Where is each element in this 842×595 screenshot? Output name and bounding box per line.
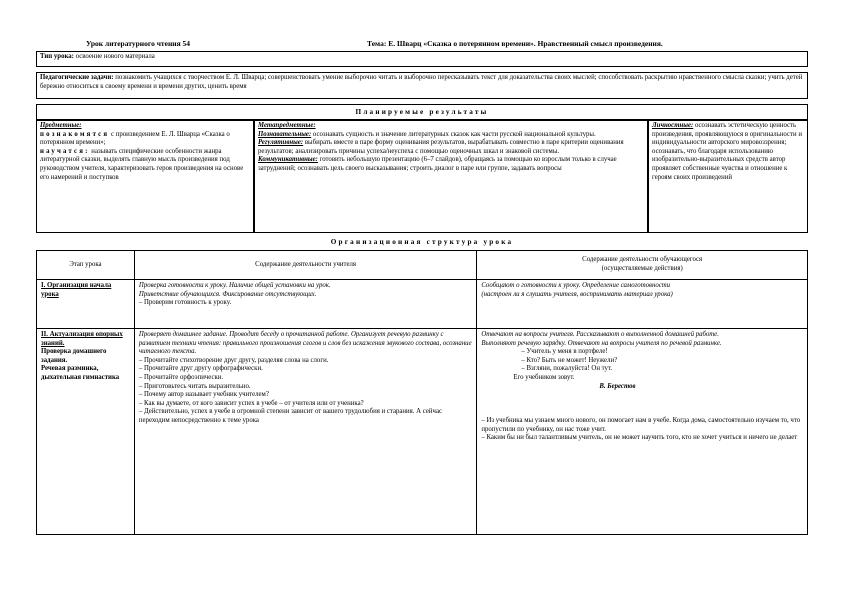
lesson-topic: Тема: Е. Шварц «Сказка о потерянном времени». Нравственный смысл произведения. bbox=[367, 39, 663, 48]
row2-teacher bbox=[134, 329, 476, 535]
table-row bbox=[37, 329, 808, 535]
row1-teacher bbox=[134, 280, 476, 329]
row2-student-4: – Каким бы ни был талантливым учитель, он не может научить того, кто не хочет учиться и ничего не делает bbox=[481, 434, 798, 442]
spacer bbox=[481, 391, 803, 417]
poem-line-4: Его учебником зовут. bbox=[513, 373, 575, 381]
subject-skill-label: научатся: bbox=[40, 147, 90, 155]
row2-student-2: Выполняют речевую зарядку. Отвечают на вопросы учителя по речевой разминке. bbox=[481, 339, 722, 347]
ped-goals-label: Педагогические задачи: bbox=[40, 74, 114, 81]
col-student-header bbox=[477, 251, 808, 280]
col-student-header-line2: (осуществляемые действия) bbox=[601, 265, 683, 272]
meta-results bbox=[254, 120, 648, 233]
row2-teacher-5: – Приготовьтесь читать выразительно. bbox=[138, 382, 251, 390]
table-row bbox=[37, 280, 808, 329]
row2-teacher-8: – Действительно, успех в учебе в огромной степени зависит от вашего трудолюбия и старания. А сейчас переходим непосредственно к теме урока bbox=[138, 408, 442, 424]
personal-title: Личностные: bbox=[652, 122, 694, 129]
row2-student bbox=[477, 329, 808, 535]
row2-teacher-6: – Почему автор называет учебник учителем? bbox=[138, 391, 269, 399]
row1-stage-title: I. Организация начала урока bbox=[41, 282, 112, 298]
lesson-type-label: Тип урока: bbox=[40, 53, 74, 60]
col-student-header-line1: Содержание деятельности обучающегося bbox=[582, 256, 703, 264]
meta-com-text: готовить небольшую презентацию (6–7 слайдов), обращаясь за помощью ко взрослым только в случае затруднений; осознавать цель своего высказывания; строить диалог в паре или группе, задавать вопросы bbox=[258, 156, 617, 172]
poem-line-1: – Учитель у меня в портфеле! bbox=[521, 348, 608, 356]
meta-cog-text: осознавать сущность и значение литературных сказок как части русской национальной культуры. bbox=[311, 130, 596, 138]
row2-stage bbox=[37, 329, 135, 535]
personal-text: осознавать эстетическую ценность произведения, проявляющуюся в оригинальности и индивидуальности авторского мировоззрения; осознавать, что благодаря использованию изобразительно-выразительных средств автор проявляет собственные чувства и отношение к героям своих произведений bbox=[652, 122, 802, 181]
row2-stage-title: II. Актуализация опорных знаний. bbox=[41, 331, 123, 347]
subject-learn-label: познакомятся bbox=[40, 130, 110, 138]
meta-cog-label: Познавательные: bbox=[258, 130, 312, 138]
row1-stage bbox=[37, 280, 135, 329]
planned-results-title: Планируемые результаты bbox=[36, 104, 808, 120]
meta-reg-text: выбирать вместе в паре форму оценивания результатов, вырабатывать совместно в паре критерии оценивания результатов; анализировать причины успеха/неуспеха с помощью оценочных шкал и знаковой системы. bbox=[258, 139, 624, 155]
poem-line-3: – Взгляни, пожалуйста! Он тут. bbox=[521, 365, 613, 373]
lesson-number: Урок литературного чтения 54 bbox=[86, 39, 191, 48]
lesson-structure-table bbox=[36, 250, 808, 535]
poem-line-2: – Кто? Быть не может! Неужели? bbox=[521, 356, 618, 364]
row2-stage-2: Речевая разминка, дыхательная гимнастика bbox=[41, 365, 120, 381]
row2-teacher-7: – Как вы думаете, от кого зависит успех в учебе – от учителя или от ученика? bbox=[138, 399, 364, 407]
row2-teacher-3: – Прочитайте друг другу орфографически. bbox=[138, 365, 263, 373]
meta-title: Метапредметные: bbox=[258, 122, 316, 129]
meta-com-label: Коммуникативные: bbox=[258, 156, 318, 164]
personal-results bbox=[648, 120, 808, 233]
row1-teacher-3: – Проверим готовность к уроку. bbox=[138, 299, 232, 307]
row1-student bbox=[477, 280, 808, 329]
row1-student-1: Сообщают о готовности к уроку. Определение самоготовности bbox=[481, 282, 671, 289]
subject-title: Предметные: bbox=[40, 122, 82, 129]
row2-stage-1: Проверка домашнего задания. bbox=[41, 348, 107, 364]
row2-teacher-1: Проверяет домашнее задание. Проводит беседу о прочитанной работе. Организует речевую разминку с развитием техники чтения: правильного произношения слогов и слов без искажения звукового состава, осознание читаемого текста. bbox=[138, 331, 472, 356]
row2-teacher-2: – Прочитайте стихотворение друг другу, разделяя слова на слоги. bbox=[138, 356, 329, 364]
row1-teacher-1: Проверка готовности к уроку. Наличие общей установки на урок. bbox=[138, 282, 331, 289]
row1-student-2: (настроен ли я слушать учителя, воспринимать материал урока) bbox=[481, 290, 673, 298]
meta-reg-label: Регулятивные: bbox=[258, 139, 304, 147]
subject-skill-text: называть специфические особенности жанра литературной сказки, выделять главную мысль произведения под руководством учителя, характеризовать героя произведения на основе его намерений и поступков bbox=[40, 147, 244, 181]
pedagogical-goals-box bbox=[36, 72, 808, 99]
subject-results bbox=[36, 120, 254, 233]
table-header-row bbox=[37, 251, 808, 280]
row2-student-1: Отвечают на вопросы учителя. Рассказывают о выполненной домашней работе. bbox=[481, 331, 719, 338]
lesson-type-value: освоение нового материала bbox=[73, 53, 155, 60]
col-teacher-header: Содержание деятельности учителя bbox=[134, 251, 476, 280]
ped-goals-text: познакомить учащихся с творчеством Е. Л. Шварца; совершенствовать умение выборочно читать и выборочно пересказывать текст для доказательства своих мыслей; способствовать раскрытию нравственного смысла сказки; учить детей бережно относиться к своему времени и времени других, ценить время bbox=[40, 74, 803, 90]
row1-teacher-2: Приветствие обучающихся. Фиксирование отсутствующих. bbox=[138, 290, 317, 298]
col-stage-header: Этап урока bbox=[37, 251, 135, 280]
subject-learn-text: с произведением Е. Л. Шварца «Сказка о потерянном времени»; bbox=[40, 130, 230, 147]
lesson-type-box bbox=[36, 51, 808, 67]
org-structure-title: Организационная структура урока bbox=[330, 238, 514, 246]
poem-author: В. Берестов bbox=[599, 382, 636, 390]
row2-student-3: – Из учебника мы узнаем много нового, он помогает нам в учебе. Когда дома, самостоятельно изучаем то, что пропустили по учебнику, он нас тоже учит. bbox=[481, 417, 801, 433]
row2-teacher-4: – Прочитайте орфоэпически. bbox=[138, 373, 224, 381]
